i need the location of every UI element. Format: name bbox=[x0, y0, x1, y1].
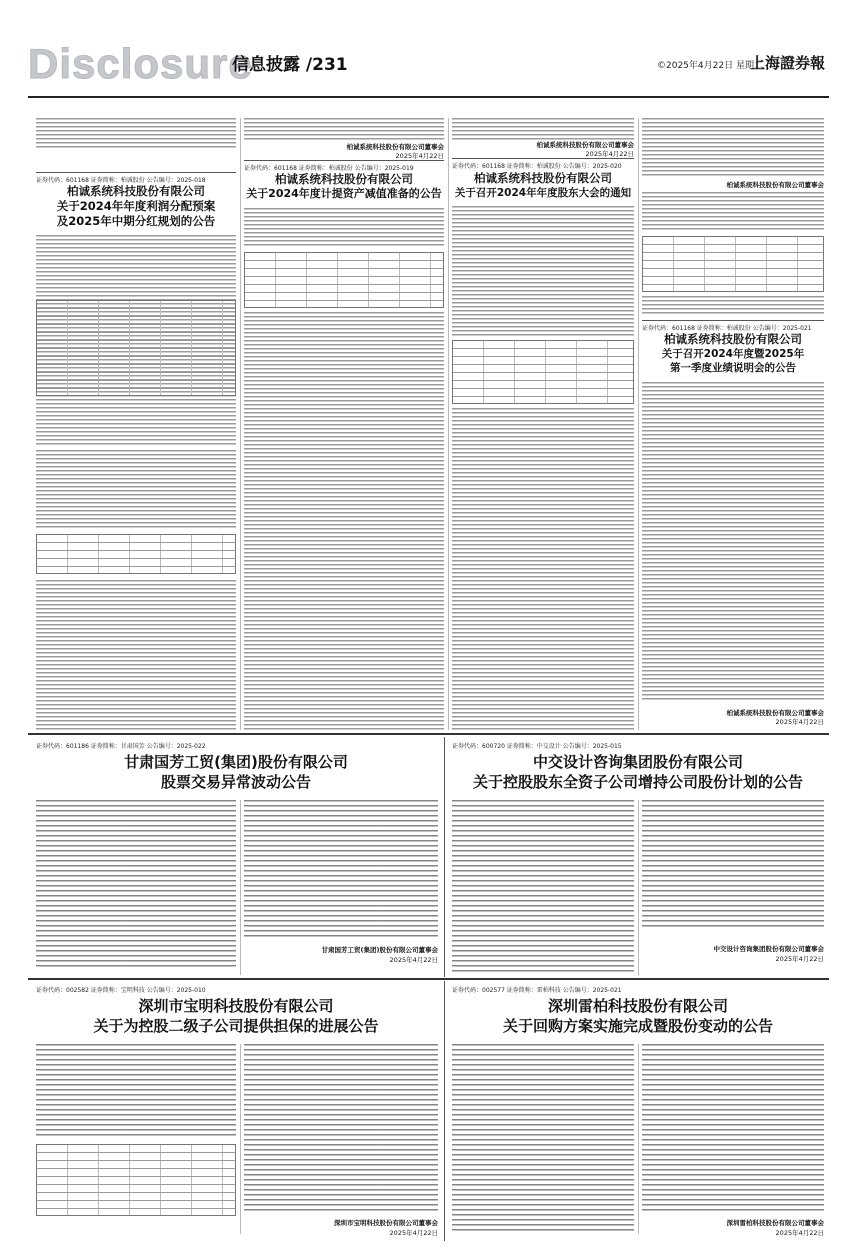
body-text bbox=[452, 118, 634, 140]
stock-code: 证券代码：600720 证券简称：中交设计 公告编号：2025-015 bbox=[452, 743, 622, 750]
date: 2025年4月22日 bbox=[395, 152, 444, 160]
body-text bbox=[452, 800, 634, 975]
signature: 甘肃国芳工贸(集团)股份有限公司董事会 bbox=[321, 946, 438, 954]
page-header bbox=[0, 0, 857, 98]
notice-title: 关于回购方案实施完成暨股份变动的公告 bbox=[502, 1017, 773, 1035]
body-text bbox=[452, 1044, 634, 1234]
data-table bbox=[36, 1144, 236, 1216]
stock-code: 证券代码：002582 证券简称：宝明科技 公告编号：2025-010 bbox=[36, 987, 206, 994]
notice-title: 关于控股股东全资子公司增持公司股份计划的公告 bbox=[472, 773, 803, 791]
column-rule bbox=[448, 118, 449, 730]
signature: 深圳市宝明科技股份有限公司董事会 bbox=[334, 1219, 438, 1227]
body-text bbox=[642, 800, 824, 930]
stock-code: 证券代码：601168 证券简称：柏诚股份 公告编号：2025-020 bbox=[452, 163, 622, 170]
body-text bbox=[642, 382, 824, 702]
body-text bbox=[452, 408, 634, 730]
signature: 深圳雷柏科技股份有限公司董事会 bbox=[726, 1219, 824, 1227]
body-text bbox=[642, 1044, 824, 1212]
body-text bbox=[244, 1044, 438, 1214]
stock-code: 证券代码：002577 证券简称：雷柏科技 公告编号：2025-021 bbox=[452, 987, 622, 994]
column-rule bbox=[638, 800, 639, 975]
body-text bbox=[244, 800, 438, 940]
section-title: 信息披露 /231 bbox=[232, 55, 348, 75]
body-text bbox=[642, 296, 824, 316]
notice-title: 及2025年中期分红规划的公告 bbox=[56, 214, 216, 228]
newspaper-name: 上海證券報 bbox=[750, 54, 826, 72]
signature: 柏诚系统科技股份有限公司董事会 bbox=[536, 141, 634, 149]
column-rule bbox=[444, 981, 445, 1241]
notice-title: 股票交易异常波动公告 bbox=[160, 773, 311, 791]
notice-title: 关于2024年年度利润分配预案 bbox=[56, 199, 216, 213]
publication-date: ©2025年4月22日 星期二 bbox=[657, 61, 763, 71]
column-rule bbox=[444, 737, 445, 977]
notice-company: 柏诚系统科技股份有限公司 bbox=[67, 184, 205, 198]
notice-title: 关于2024年度计提资产减值准备的公告 bbox=[246, 187, 442, 200]
stock-code: 证券代码：601186 证券简称：甘肃国芳 公告编号：2025-022 bbox=[36, 743, 206, 750]
date: 2025年4月22日 bbox=[389, 956, 438, 964]
date: 2025年4月22日 bbox=[775, 718, 824, 726]
column-rule bbox=[638, 118, 639, 730]
data-table bbox=[452, 340, 634, 404]
body-text bbox=[36, 580, 236, 730]
body-text bbox=[36, 118, 236, 148]
notice-title: 甘肃国芳工贸(集团)股份有限公司 bbox=[124, 753, 348, 771]
body-text bbox=[642, 192, 824, 232]
column-rule bbox=[240, 800, 241, 975]
data-table bbox=[36, 534, 236, 574]
body-text bbox=[36, 1044, 236, 1139]
stock-code: 证券代码：601168 证券简称：柏诚股份 公告编号：2025-018 bbox=[36, 177, 206, 184]
body-text bbox=[452, 206, 634, 336]
signature: 柏诚系统科技股份有限公司董事会 bbox=[726, 709, 824, 717]
date: 2025年4月22日 bbox=[389, 1229, 438, 1237]
notice-title: 关于召开2024年年度股东大会的通知 bbox=[454, 187, 632, 199]
body-text bbox=[36, 450, 236, 530]
notice-company: 柏诚系统科技股份有限公司 bbox=[474, 171, 612, 185]
stock-code: 证券代码：601168 证券简称：柏诚股份 公告编号：2025-021 bbox=[642, 325, 812, 332]
date: 2025年4月22日 bbox=[585, 150, 634, 158]
body-text bbox=[642, 118, 824, 178]
section-divider bbox=[28, 733, 829, 735]
divider bbox=[642, 320, 824, 321]
data-table bbox=[642, 236, 824, 292]
body-text bbox=[244, 208, 444, 248]
body-text bbox=[244, 312, 444, 730]
date: 2025年4月22日 bbox=[775, 1229, 824, 1237]
column-rule bbox=[240, 1044, 241, 1234]
signature: 柏诚系统科技股份有限公司董事会 bbox=[726, 181, 824, 189]
notice-title: 中交设计咨询集团股份有限公司 bbox=[532, 753, 743, 771]
header-rule bbox=[28, 96, 829, 98]
body-text bbox=[36, 800, 236, 970]
divider bbox=[452, 158, 634, 159]
column-rule bbox=[638, 1044, 639, 1234]
brand-wordmark: Disclosure bbox=[28, 40, 253, 87]
notice-title: 第一季度业绩说明会的公告 bbox=[670, 362, 796, 374]
notice-title: 关于为控股二级子公司提供担保的进展公告 bbox=[93, 1017, 379, 1035]
data-table bbox=[244, 252, 444, 308]
stock-code: 证券代码：601168 证券简称：柏诚股份 公告编号：2025-019 bbox=[244, 165, 414, 172]
signature: 中交设计咨询集团股份有限公司董事会 bbox=[713, 945, 824, 953]
signature: 柏诚系统科技股份有限公司董事会 bbox=[346, 143, 444, 151]
notice-company: 柏诚系统科技股份有限公司 bbox=[664, 332, 802, 346]
divider bbox=[36, 172, 236, 173]
notice-title: 深圳市宝明科技股份有限公司 bbox=[138, 997, 334, 1015]
divider bbox=[244, 160, 444, 161]
notice-title: 关于召开2024年度暨2025年 bbox=[661, 348, 805, 360]
section-divider bbox=[28, 978, 829, 980]
column-rule bbox=[240, 118, 241, 730]
body-text bbox=[244, 118, 444, 140]
notice-company: 柏诚系统科技股份有限公司 bbox=[275, 172, 413, 186]
notice-title: 深圳雷柏科技股份有限公司 bbox=[547, 997, 728, 1015]
date: 2025年4月22日 bbox=[775, 955, 824, 963]
data-table bbox=[36, 300, 236, 396]
